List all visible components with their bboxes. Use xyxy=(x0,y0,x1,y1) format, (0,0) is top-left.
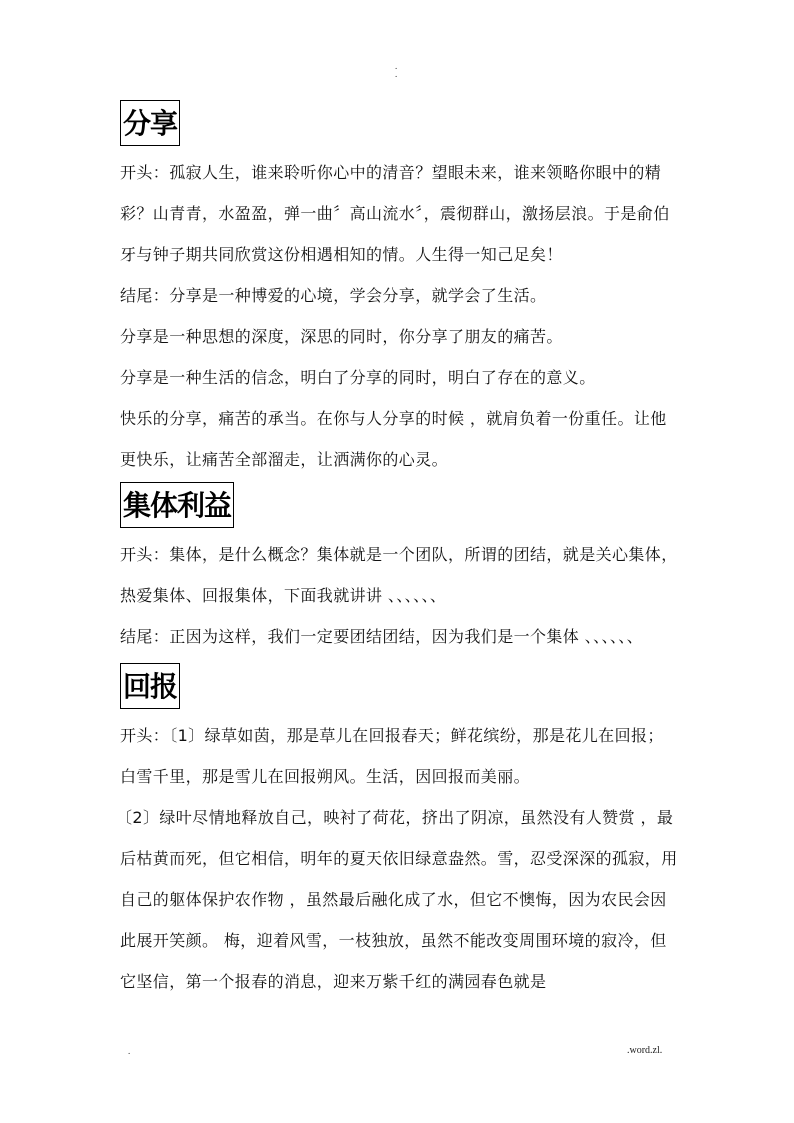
section-heading: 集体利益 xyxy=(120,482,234,528)
paragraph-ending: 结尾：分享是一种博爱的心境，学会分享，就学会了生活。 xyxy=(120,286,547,305)
section-heading: 回报 xyxy=(120,663,180,709)
page-header-mark: . . xyxy=(395,61,398,79)
paragraph-opening: 开头：孤寂人生，谁来聆听你心中的清音？望眼未来，谁来领略你眼中的精彩？山青青，水盈盈，弹一曲〞高山流水〞，震彻群山，激扬层浪。于是俞伯牙与钟子期共同欣赏这份相遇相知的情。人生得一知己足矣！ xyxy=(120,163,670,264)
section-sharing xyxy=(120,100,678,480)
paragraph-opening: 开头：〔1〕绿草如茵，那是草儿在回报春天；鲜花缤纷，那是花儿在回报；白雪千里，那是雪儿在回报朔风。生活，因回报而美丽。 xyxy=(120,726,664,786)
paragraph: 快乐的分享，痛苦的承当。在你与人分享的时候 ，就肩负着一份重任。让他更快乐，让痛苦全部溜走，让洒满你的心灵。 xyxy=(120,409,667,469)
page-footer-mark: . xyxy=(128,1046,131,1056)
section-heading: 分享 xyxy=(120,100,180,146)
page-footer-watermark: .word.zl. xyxy=(627,1045,663,1056)
paragraph: 分享是一种生活的信念，明白了分享的同时，明白了存在的意义。 xyxy=(120,368,596,387)
paragraph: 〔2〕绿叶尽情地释放自己，映衬了荷花，挤出了阴凉，虽然没有人赞赏 ，最后枯黄而死，但它相信，明年的夏天依旧绿意盎然。雪，忍受深深的孤寂，用自己的躯体保护农作物 ，虽然最后融化成了水，但它不懊悔，因为农民会因此展开笑颜。 梅，迎着风雪，一枝独放，虽然不能改变周围环境的寂冷，但它坚信，第一个报春的消息，迎来万紫千红的满园春色就是 xyxy=(116,808,678,991)
section-repayment xyxy=(116,663,678,1002)
paragraph-ending: 结尾：正因为这样，我们一定要团结团结，因为我们是一个集体 、、、、、、 xyxy=(120,627,644,646)
document-body xyxy=(116,98,678,1002)
paragraph: 分享是一种思想的深度，深思的同时，你分享了朋友的痛苦。 xyxy=(120,327,563,346)
section-collective-interest xyxy=(120,482,678,657)
paragraph-opening: 开头：集体，是什么概念？集体就是一个团队，所谓的团结，就是关心集体，热爱集体、回报集体，下面我就讲讲 、、、、、、 xyxy=(120,545,678,605)
